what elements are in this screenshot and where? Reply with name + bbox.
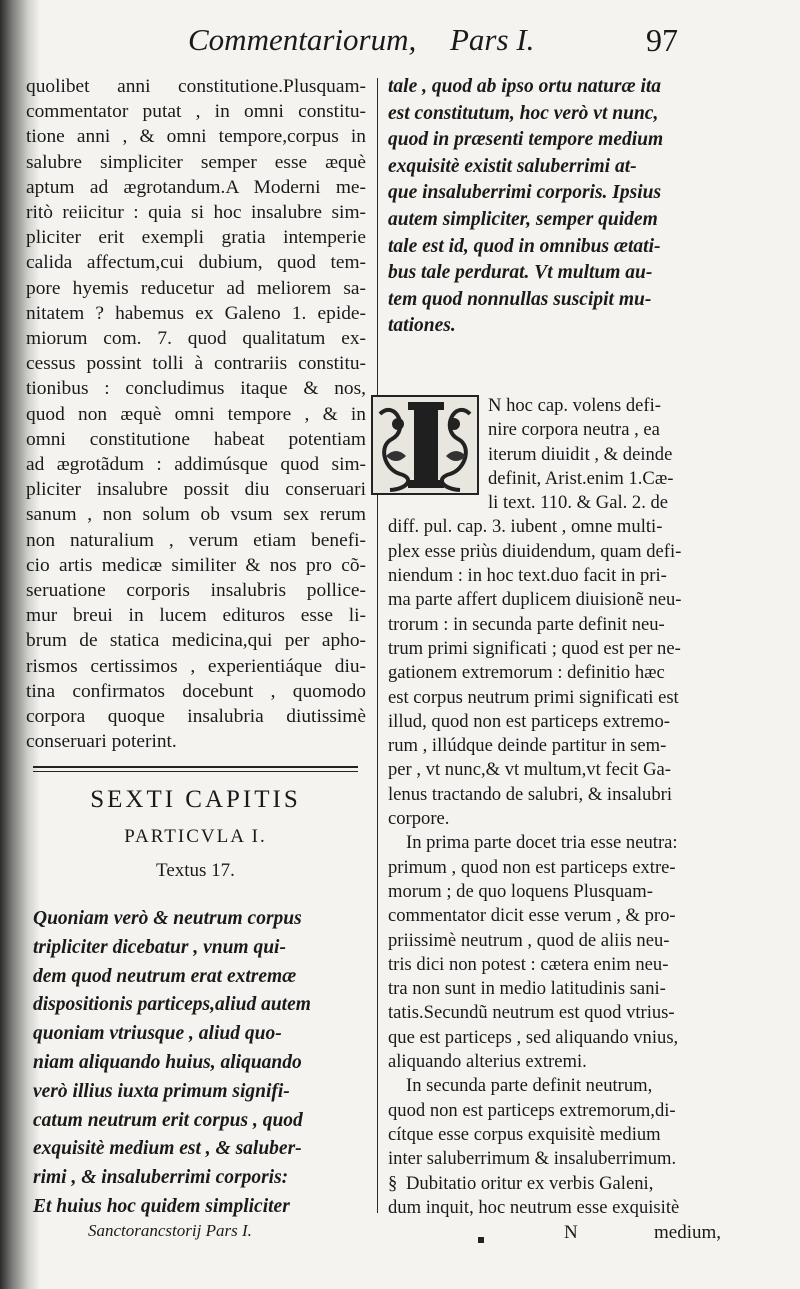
text-line: rismos certissimos , experientiáque diu- — [26, 655, 366, 677]
running-header — [180, 22, 700, 62]
text-line: iterum diuidit , & deinde — [488, 443, 673, 465]
textus-label: Textus 17. — [156, 860, 235, 881]
text-line: cio artis medicæ similiter & nos pro cõ- — [26, 554, 366, 576]
text-line: commentator putat , in omni constitu- — [26, 101, 366, 123]
text-line: miorum com. 7. quod qualitatum ex- — [26, 328, 366, 350]
text-line — [388, 1172, 718, 1196]
text-line: tris dici non potest : cætera enim neu- — [388, 953, 669, 975]
text-line: definit, Arist.enim 1.Cæ- — [488, 467, 674, 489]
column-divider — [377, 78, 378, 1213]
text-line: cítque esse corpus exquisitè medium — [388, 1123, 661, 1145]
text-line: tionibus : concludimus itaque & nos, — [26, 378, 366, 400]
text-line: morum ; de quo loquens Plusquam- — [388, 880, 653, 902]
footer-signature-left: Sanctorancstorij Pars I. — [88, 1221, 252, 1240]
section-mark: § — [388, 1172, 398, 1194]
text-line: salubre simpliciter semper esse æquè — [26, 151, 366, 173]
section-rule-top — [33, 766, 358, 768]
text-line: ad ægrotãdum : addimúsque quod sim- — [26, 454, 366, 476]
catchword: medium, — [654, 1222, 722, 1243]
italic-line: tem quod nonnullas suscipit mu- — [388, 288, 652, 310]
italic-line: Et huius hoc quidem simpliciter — [33, 1195, 290, 1217]
text-line: pliciter erit exempli gratia intemperie — [26, 227, 366, 249]
text-line: li text. 110. & Gal. 2. de — [488, 492, 669, 514]
text-line-part: Dubitatio oritur ex verbis Galeni, — [406, 1172, 654, 1194]
text-line: tra non sunt in medio latitudinis sani- — [388, 978, 666, 1000]
text-line: plex esse priùs diuidendum, quam defi- — [388, 540, 682, 562]
text-line: tione anni , & omni tempore,corpus in — [26, 126, 366, 148]
text-line: non naturalium , verum etiam benefi- — [26, 529, 366, 551]
text-line: In prima parte docet tria esse neutra: — [406, 832, 678, 854]
italic-line: verò illius iuxta primum signifi- — [33, 1080, 290, 1102]
text-line: lenus tractando de salubri, & insalubri — [388, 783, 672, 805]
italic-line: tale , quod ab ipso ortu naturæ ita — [388, 76, 662, 97]
chapter-heading: SEXTI CAPITIS — [90, 786, 301, 813]
italic-line: catum neutrum erit corpus , quod — [33, 1109, 303, 1131]
particle-label: PARTICVLA I. — [124, 826, 267, 847]
text-line: primum , quod non est particeps extre- — [388, 856, 676, 878]
page-number: 97 — [646, 22, 678, 58]
text-line: brum de statica medicina,qui per apho- — [26, 630, 366, 652]
text-line: seruatione corporis insalubris pollice- — [26, 580, 366, 602]
italic-line: bus tale perdurat. Vt multum au- — [388, 262, 653, 284]
printer-mark — [478, 1237, 484, 1243]
text-line: conseruari poterint. — [26, 731, 177, 753]
text-line: rum , illúdque deinde partitur in sem- — [388, 735, 667, 757]
text-line: mur breui in lucem edituros esse li- — [26, 605, 366, 627]
text-line: quod non est particeps extremorum,di- — [388, 1099, 676, 1121]
text-line: priissimè neutrum , quod de aliis neu- — [388, 929, 670, 951]
left-column-text — [26, 74, 366, 754]
italic-line: dispositionis particeps,aliud autem — [33, 994, 311, 1016]
text-line: ma parte affert duplicem diuisionẽ neu- — [388, 589, 682, 611]
text-line: niendum : in hoc text.duo facit in pri- — [388, 565, 667, 587]
right-column-body — [388, 394, 718, 1220]
text-line: commentator dicit esse verum , & pro- — [388, 905, 676, 927]
text-line: inter saluberrimum & insaluberrimum. — [388, 1148, 677, 1170]
text-line: nitatem ? habemus ex Galeno 1. epide- — [26, 302, 366, 324]
italic-line: exquisitè existit saluberrimi at- — [388, 155, 637, 177]
text-line: quod non æquè omni tempore , & in — [26, 403, 366, 425]
italic-line: Quoniam verò & neutrum corpus — [33, 908, 302, 929]
italic-line: est constitutum, hoc verò vt nunc, — [388, 102, 659, 124]
text-line: diff. pul. cap. 3. iubent , omne multi- — [388, 516, 663, 538]
text-line: N hoc cap. volens defi- — [488, 395, 661, 416]
text-line: pore hyemis reducetur ad meliorem sa- — [26, 277, 366, 299]
text-line: est corpus neutrum primi significati est — [388, 686, 679, 708]
text-line: sanum , non solum ob vsum sex rerum — [26, 504, 366, 526]
italic-line: autem simpliciter, semper quidem — [388, 208, 658, 230]
italic-line: quoniam vtriusque , aliud quo- — [33, 1023, 282, 1045]
text-line: trum primi significati ; quod est per ne- — [388, 637, 681, 659]
text-line: tatis.Secundũ neutrum est quod vtrius- — [388, 1002, 675, 1024]
text-line: gationem extremorum : definitio hæc — [388, 662, 665, 684]
text-line: quolibet anni constitutione.Plusquam- — [26, 76, 366, 97]
text-line: In secunda parte definit neutrum, — [406, 1075, 653, 1097]
text-line: calida affectum,cui dubium, quod tem- — [26, 252, 366, 274]
left-italic-text — [33, 905, 368, 1222]
text-line: cessus possint tolli à contrariis constitu- — [26, 353, 366, 375]
section-rule-bottom — [33, 771, 358, 772]
text-line: trorum : in secunda parte definit neu- — [388, 613, 665, 635]
italic-line: quod in præsenti tempore medium — [388, 129, 664, 151]
text-line: pliciter insalubre possit diu conseruari — [26, 479, 366, 501]
running-title: Commentariorum, — [188, 22, 417, 57]
italic-line: niam aliquando huius, aliquando — [33, 1051, 302, 1073]
italic-line: dem quod neutrum erat extremæ — [33, 965, 297, 987]
text-line: corpore. — [388, 808, 450, 830]
text-line: per , vt nunc,& vt multum,vt fecit Ga- — [388, 759, 671, 781]
text-line: aptum ad ægrotandum.A Moderni me- — [26, 176, 366, 198]
italic-line: rimi , & insaluberrimi corporis: — [33, 1167, 289, 1189]
text-line: nire corpora neutra , ea — [488, 419, 660, 441]
text-line: ritò reiicitur : quia si hoc insalubre sim- — [26, 202, 366, 224]
italic-line: que insaluberrimi corporis. Ipsius — [388, 182, 662, 204]
text-line: tina confirmatos docebunt , quomodo — [26, 680, 366, 702]
italic-line: tripliciter dicebatur , vnum qui- — [33, 936, 286, 958]
text-line: corpora quoque insalubria diutissimè — [26, 706, 366, 728]
text-line: omni constitutione habeat potentiam — [26, 428, 366, 450]
text-line: aliquando alterius extremi. — [388, 1051, 587, 1073]
part-label: Pars I. — [450, 22, 535, 57]
italic-line: tale est id, quod in omnibus ætati- — [388, 235, 661, 257]
italic-line: exquisitè medium est , & saluber- — [33, 1138, 302, 1160]
text-line: illud, quod non est particeps extremo- — [388, 710, 670, 732]
text-line: dum inquit, hoc neutrum esse exquisitè — [388, 1196, 680, 1218]
text-line: que est particeps , sed aliquando vnius, — [388, 1026, 679, 1048]
right-column-italic — [388, 74, 718, 340]
italic-line: tationes. — [388, 315, 456, 337]
signature-mark: N — [564, 1222, 578, 1243]
